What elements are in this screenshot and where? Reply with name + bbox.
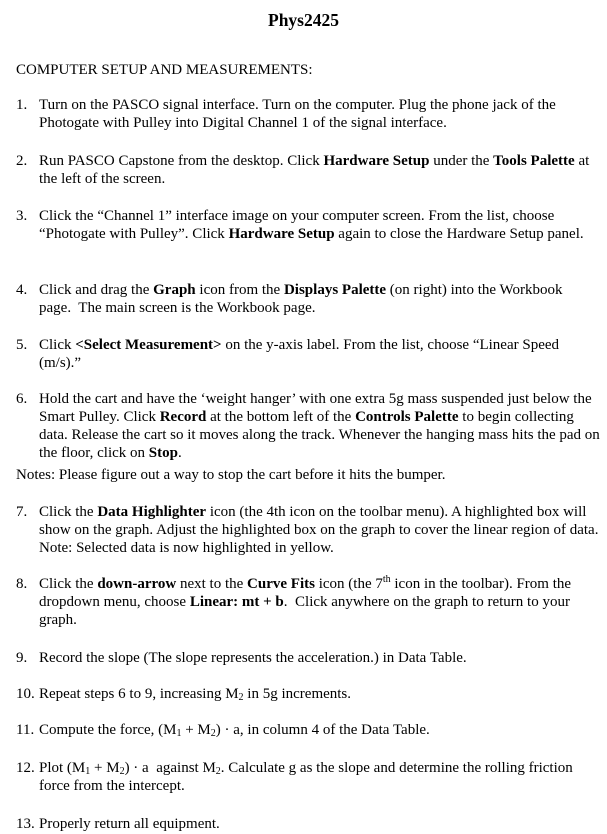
step-number: 7.: [16, 504, 28, 520]
step-number: 11.: [16, 722, 35, 738]
step-text: Click the down-arrow next to the Curve Fits icon (the 7th icon in the toolbar). From the dropdown menu, choose Linear: mt + b. Click anywhere on the graph to return to your graph.: [39, 574, 572, 628]
step-number: 5.: [16, 337, 28, 353]
step-text: Click the Data Highlighter icon (the 4th icon on the toolbar menu). A highlighted box will show on the graph. Adjust the highlighted box on the graph to cover the linear region of data. Note: Selected data is now highlighted in yellow.: [39, 504, 599, 556]
step-number: 9.: [16, 650, 28, 666]
step-item: [16, 815, 601, 833]
step-item: [16, 575, 601, 629]
step-item: [16, 390, 601, 462]
step-text: Repeat steps 6 to 9, increasing $M_2$ in 5g increments.: [39, 686, 352, 703]
step-item: [16, 281, 601, 317]
step-text: Run PASCO Capstone from the desktop. Click Hardware Setup under the Tools Palette at the left of the screen.: [39, 153, 590, 187]
step-text: Hold the cart and have the ‘weight hanger’ with one extra 5g mass suspended just below the Smart Pulley. Click Record at the bottom left of the Controls Palette to begin collecting data. Release the cart so it moves along the track. Whenever the hanging mass hits the pad on the floor, click on Stop.: [39, 391, 600, 461]
step-number: 13.: [16, 816, 35, 832]
step-text: Click the “Channel 1” interface image on your computer screen. From the list, choose “Photogate with Pulley”. Click Hardware Setup again to close the Hardware Setup panel.: [39, 208, 584, 242]
step-item: [16, 336, 601, 372]
step-text: Plot $(M_1 + M_2) \cdot a$ against $M_2$. Calculate g as the slope and determine the rolling friction force from the intercept.: [39, 760, 573, 794]
step-item: [16, 152, 601, 188]
step-number: 12.: [16, 760, 35, 776]
step-number: 10.: [16, 686, 35, 702]
step-text: Turn on the PASCO signal interface. Turn on the computer. Plug the phone jack of the Photogate with Pulley into Digital Channel 1 of the signal interface.: [39, 97, 556, 131]
step-item: [16, 96, 601, 132]
step-item: [16, 649, 601, 667]
step-number: 6.: [16, 391, 28, 407]
step-number: 4.: [16, 282, 28, 298]
section-heading: COMPUTER SETUP AND MEASUREMENTS:: [16, 62, 313, 78]
step-text: Click and drag the Graph icon from the Displays Palette (on right) into the Workbook page. The main screen is the Workbook page.: [39, 282, 563, 316]
notes-text: Notes: Please figure out a way to stop the cart before it hits the bumper.: [16, 467, 446, 483]
step-item: [16, 503, 601, 557]
step-item: [16, 207, 601, 243]
step-number: 1.: [16, 97, 28, 113]
page-title: Phys2425: [268, 10, 339, 30]
step-text: Compute the force, $(M_1 + M_2) \cdot a$, in column 4 of the Data Table.: [39, 722, 430, 739]
step-text: Record the slope (The slope represents the acceleration.) in Data Table.: [39, 650, 467, 666]
step-item: [16, 721, 601, 739]
step-text: Click <Select Measurement> on the y-axis label. From the list, choose “Linear Speed (m/s).”: [39, 337, 560, 371]
step-number: 2.: [16, 153, 28, 169]
step-number: 8.: [16, 576, 28, 592]
step-number: 3.: [16, 208, 28, 224]
step-item: [16, 759, 601, 795]
step-item: [16, 685, 601, 703]
step-text: Properly return all equipment.: [39, 816, 220, 832]
